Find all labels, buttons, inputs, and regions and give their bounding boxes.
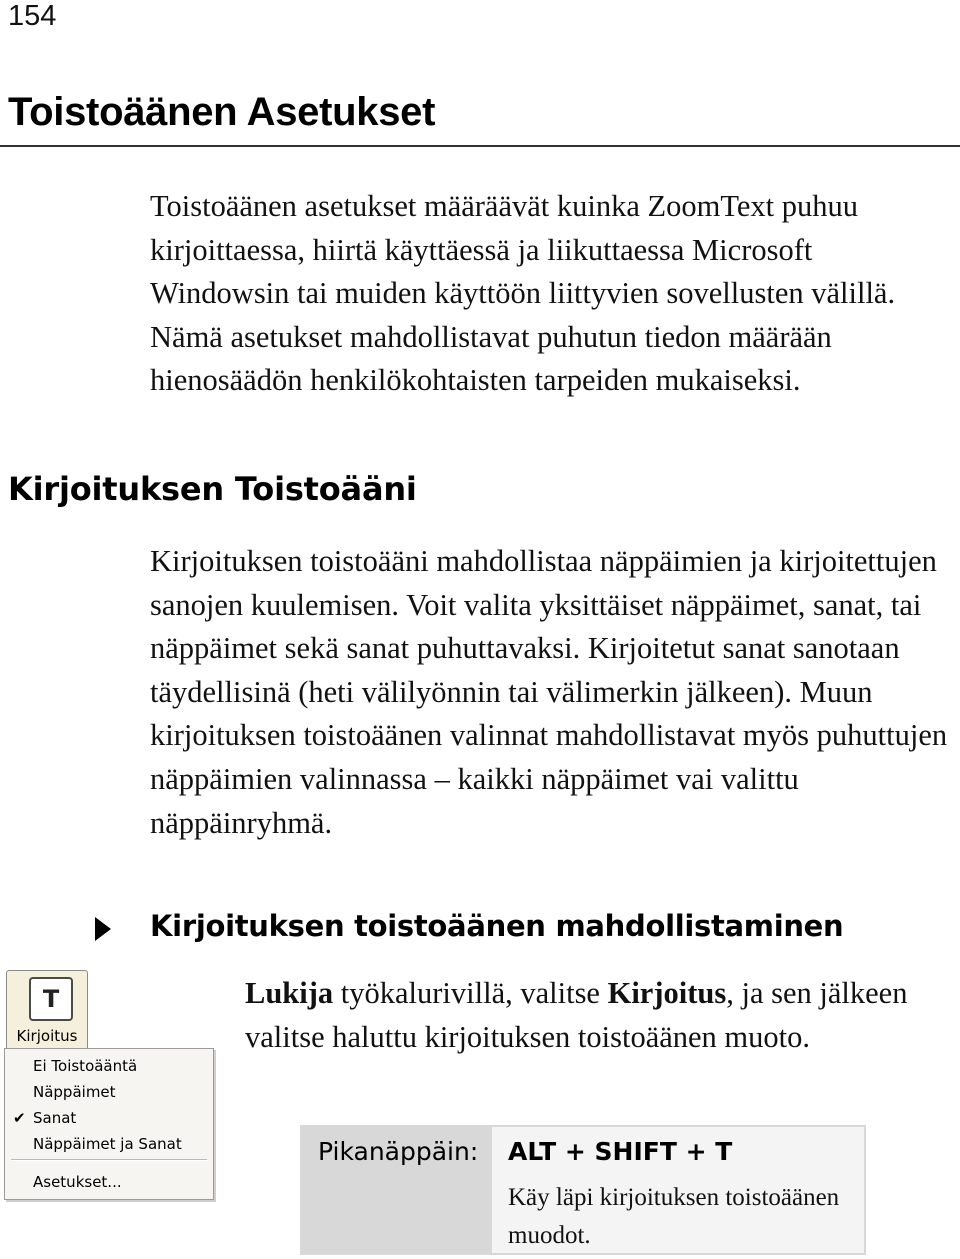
section-heading: Kirjoituksen Toistoääni [8, 470, 417, 508]
procedure-heading: Kirjoituksen toistoäänen mahdollistaminen [150, 909, 844, 943]
kirjoitus-button-label: Kirjoitus [16, 1027, 78, 1045]
menu-item-asetukset[interactable]: Asetukset... [33, 1173, 122, 1191]
menu-item-nappaimet[interactable]: Näppäimet [33, 1083, 116, 1101]
shortcut-table [300, 1125, 866, 1255]
menu-item-ei-toistoaanta[interactable]: Ei Toistoääntä [33, 1057, 138, 1075]
page-number: 154 [8, 0, 57, 32]
typing-t-icon: T [29, 977, 73, 1021]
shortcut-keys: ALT + SHIFT + T [508, 1137, 733, 1166]
procedure-step [245, 972, 945, 1059]
page-title: Toistoäänen Asetukset [8, 90, 436, 134]
step-text-1: työkalurivillä, valitse [333, 976, 608, 1010]
menu-item-sanat[interactable]: Sanat [33, 1109, 77, 1127]
shortcut-cell [492, 1127, 864, 1253]
step-bold-kirjoitus: Kirjoitus [607, 976, 727, 1010]
typing-echo-menu [4, 1048, 214, 1200]
step-text-2: , ja sen jälkeen valitse haluttu kirjoituksen toistoäänen muoto. [245, 976, 908, 1054]
checkmark-icon: ✔ [13, 1109, 26, 1127]
menu-separator [11, 1159, 207, 1161]
step-bold-lukija: Lukija [245, 976, 334, 1010]
shortcut-description: Käy läpi kirjoituksen toistoäänen muodot. [508, 1184, 840, 1249]
shortcut-label: Pikanäppäin: [318, 1137, 479, 1166]
procedure-arrow-icon [95, 917, 111, 941]
kirjoitus-toolbar-button[interactable] [6, 970, 88, 1050]
title-rule [0, 145, 960, 147]
intro-paragraph: Toistoäänen asetukset määräävät kuinka ZoomText puhuu kirjoittaessa, hiirtä käyttäessä ja liikuttaessa Microsoft Windowsin tai muiden käyttöön liittyvien sovellusten välillä. Nämä asetukset mahdollistavat puhutun tiedon määrään hienosäädön henkilökohtaisten tarpeiden mukaiseksi. [150, 189, 896, 398]
section-paragraph: Kirjoituksen toistoääni mahdollistaa näppäimien ja kirjoitettujen sanojen kuulemisen. Voit valita yksittäiset näppäimet, sanat, tai näppäimet sekä sanat puhuttavaksi. Kirjoitetut sanat sanotaan täydellisinä (heti välilyönnin tai välimerkin jälkeen). Muun kirjoituksen toistoäänen valinnat mahdollistavat myös puhuttujen näppäimien valinnassa – kaikki näppäimet vai valittu näppäinryhmä. [150, 544, 948, 840]
menu-item-nappaimet-ja-sanat[interactable]: Näppäimet ja Sanat [33, 1135, 182, 1153]
toolbar-menu-screenshot [4, 968, 214, 1200]
